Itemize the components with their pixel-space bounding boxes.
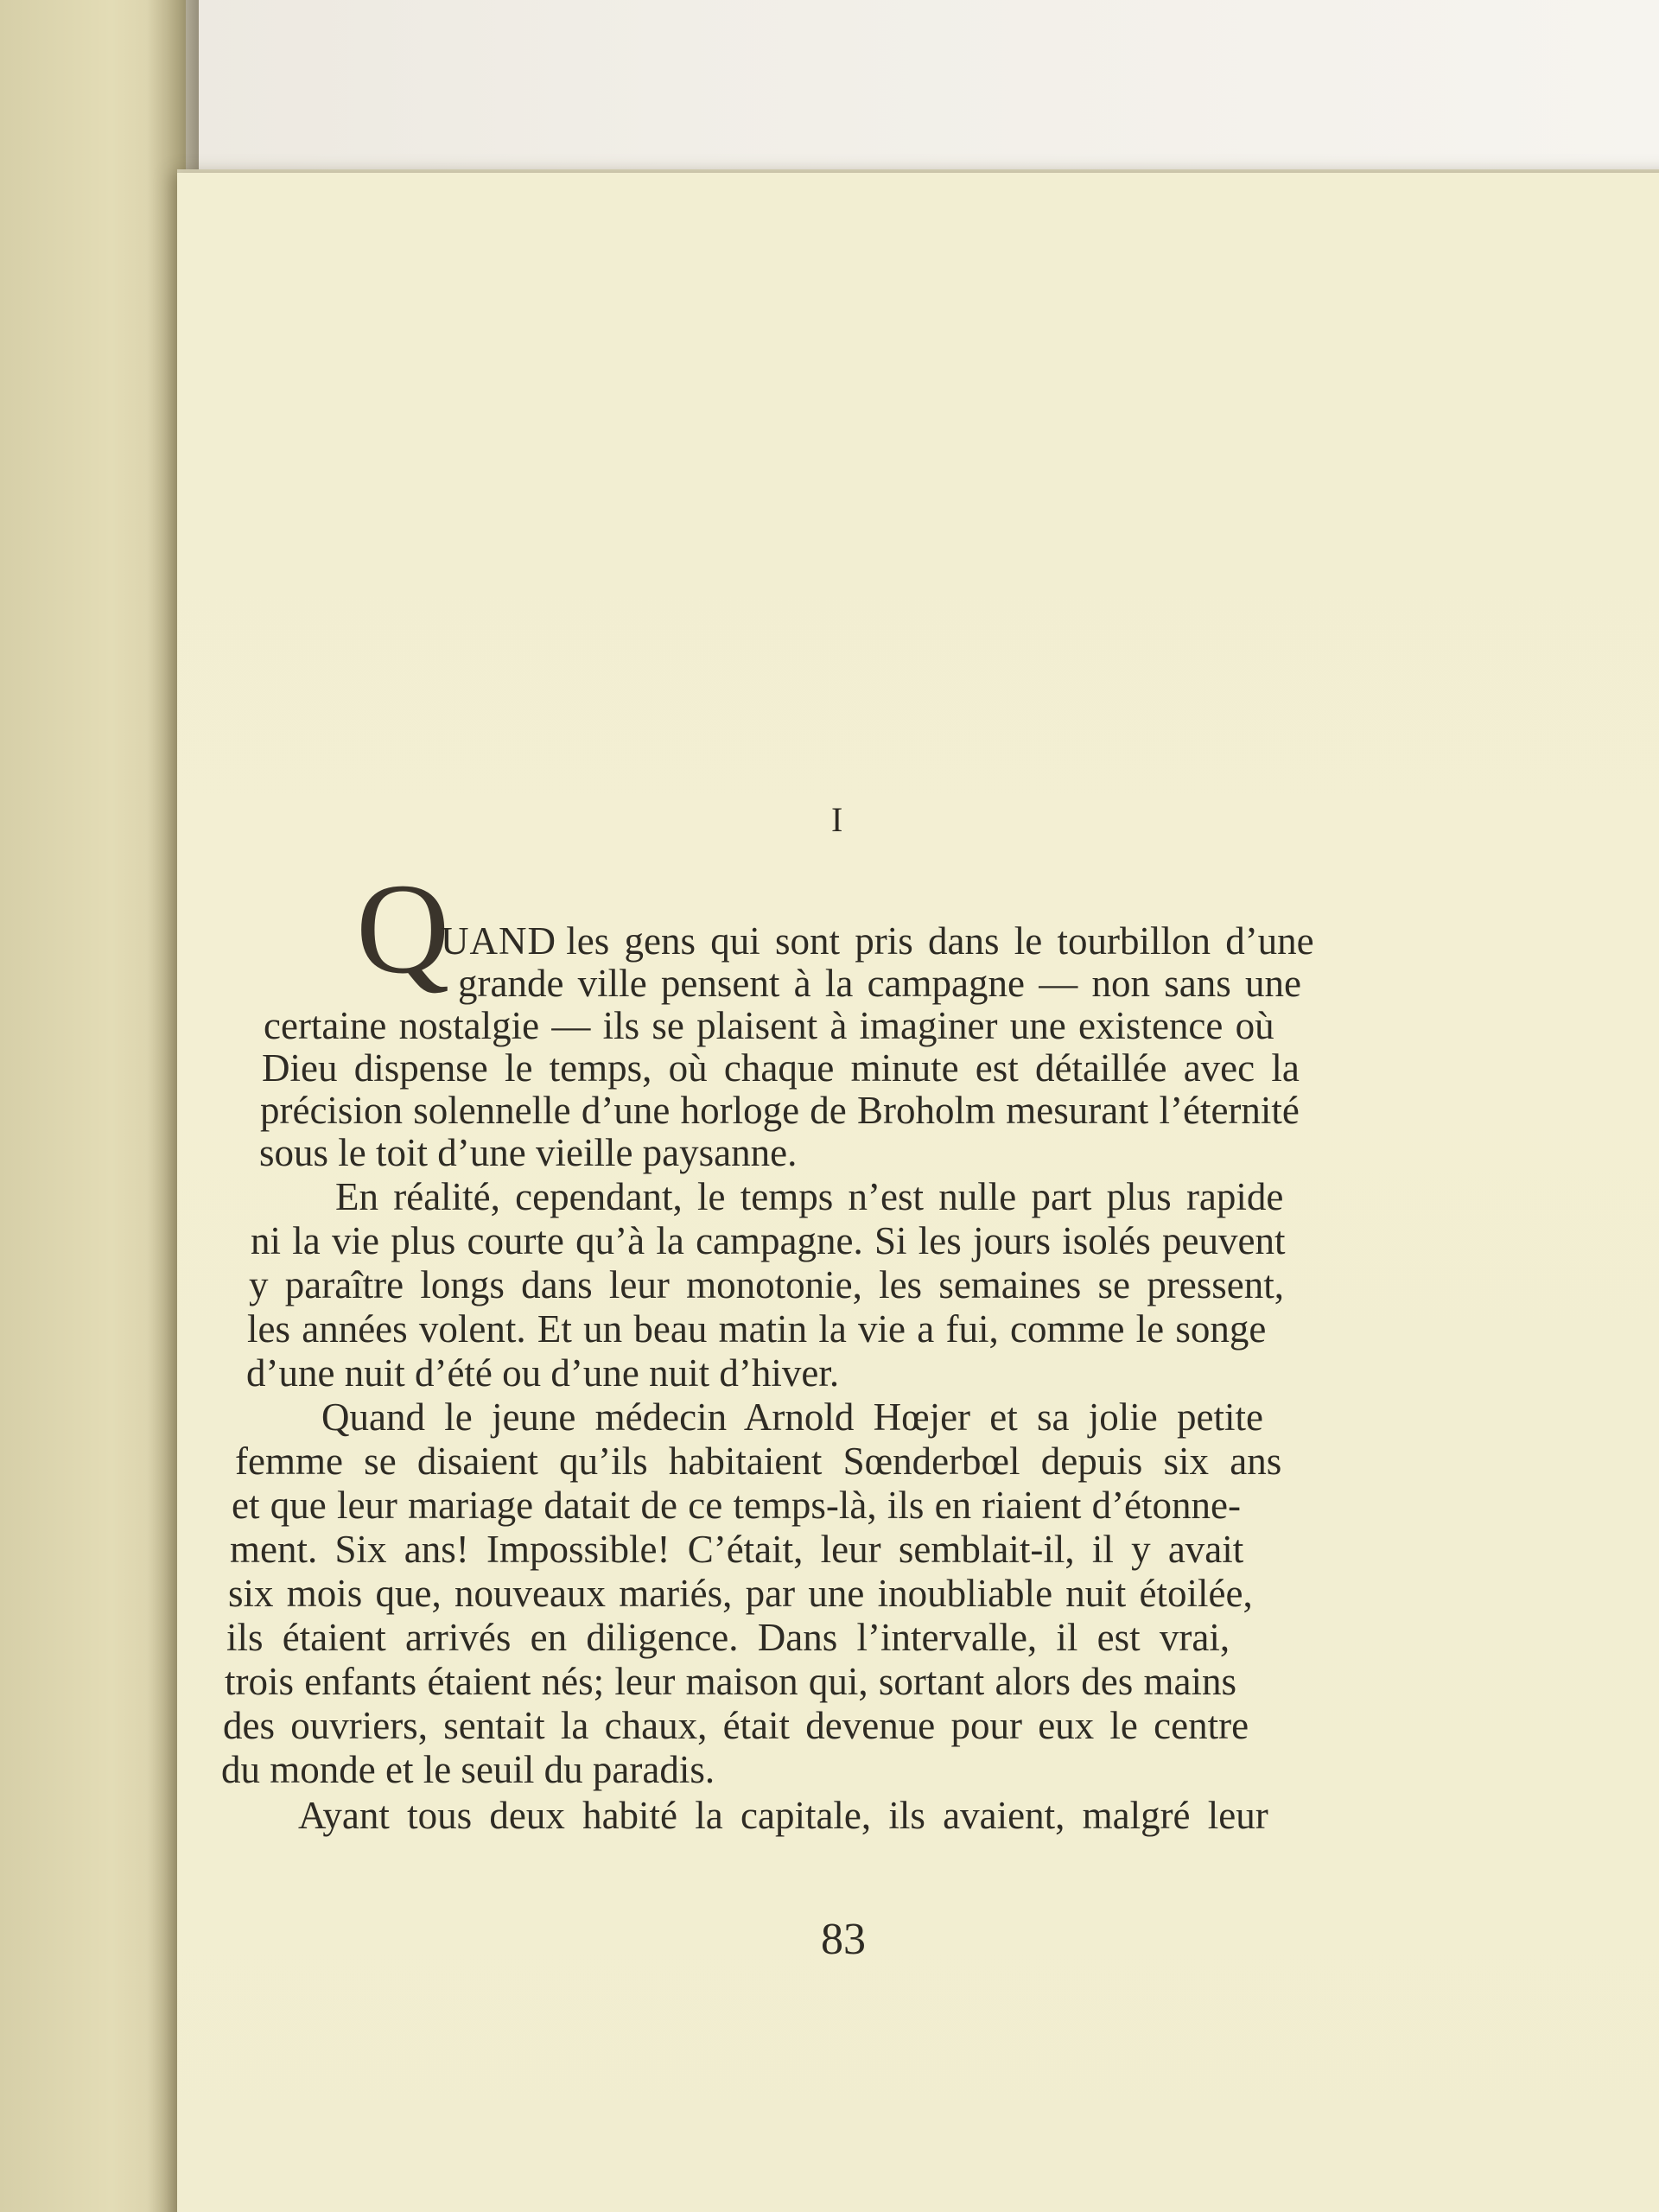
paragraph-3-line-2: femme se disaient qu’ils habitaient Sœnderbœl depuis six ans bbox=[235, 1440, 1282, 1483]
paragraph-1-line-1 bbox=[441, 918, 1314, 963]
paragraph-3-line-8: des ouvriers, sentait la chaux, était devenue pour eux le centre bbox=[223, 1704, 1249, 1747]
paragraph-2-line-5: d’une nuit d’été ou d’une nuit d’hiver. bbox=[246, 1351, 840, 1395]
paragraph-1-line-6: sous le toit d’une vieille paysanne. bbox=[259, 1131, 798, 1174]
line-text: les gens qui sont pris dans le tourbillon d’une bbox=[566, 919, 1314, 963]
paragraph-2-line-2: ni la vie plus courte qu’à la campagne. Si les jours isolés peuvent bbox=[251, 1219, 1286, 1262]
paragraph-3-line-5: six mois que, nouveaux mariés, par une inoubliable nuit étoilée, bbox=[228, 1572, 1253, 1615]
paragraph-4-line-1: Ayant tous deux habité la capitale, ils avaient, malgré leur bbox=[298, 1794, 1268, 1837]
drop-cap-small-caps: UAND bbox=[441, 919, 556, 963]
paragraph-2-line-1: En réalité, cependant, le temps n’est nulle part plus rapide bbox=[335, 1175, 1284, 1218]
paragraph-1-line-2: grande ville pensent à la campagne — non sans une bbox=[458, 962, 1301, 1005]
drop-cap-letter: Q bbox=[356, 857, 450, 1001]
paragraph-3-line-7: trois enfants étaient nés; leur maison qui, sortant alors des mains bbox=[225, 1660, 1236, 1703]
paragraph-1-line-3: certaine nostalgie — ils se plaisent à imaginer une existence où bbox=[264, 1004, 1274, 1047]
paragraph-3-line-9: du monde et le seuil du paradis. bbox=[221, 1748, 715, 1791]
paragraph-1-line-5: précision solennelle d’une horloge de Broholm mesurant l’éternité bbox=[260, 1089, 1300, 1132]
page-number: 83 bbox=[821, 1915, 866, 1964]
paragraph-3-line-1: Quand le jeune médecin Arnold Hœjer et sa jolie petite bbox=[321, 1395, 1263, 1439]
paragraph-2-line-4: les années volent. Et un beau matin la vie a fui, comme le songe bbox=[247, 1307, 1267, 1351]
paragraph-2-line-3: y paraître longs dans leur monotonie, les semaines se pressent, bbox=[249, 1263, 1284, 1306]
paragraph-3-line-3: et que leur mariage datait de ce temps-là, ils en riaient d’étonne- bbox=[232, 1484, 1241, 1527]
paragraph-3-line-4: ment. Six ans! Impossible! C’était, leur semblait-il, il y avait bbox=[230, 1528, 1244, 1571]
paragraph-3-line-6: ils étaient arrivés en diligence. Dans l’intervalle, il est vrai, bbox=[226, 1616, 1230, 1659]
paragraph-1-line-4: Dieu dispense le temps, où chaque minute est détaillée avec la bbox=[262, 1046, 1300, 1090]
chapter-number: I bbox=[831, 800, 843, 839]
